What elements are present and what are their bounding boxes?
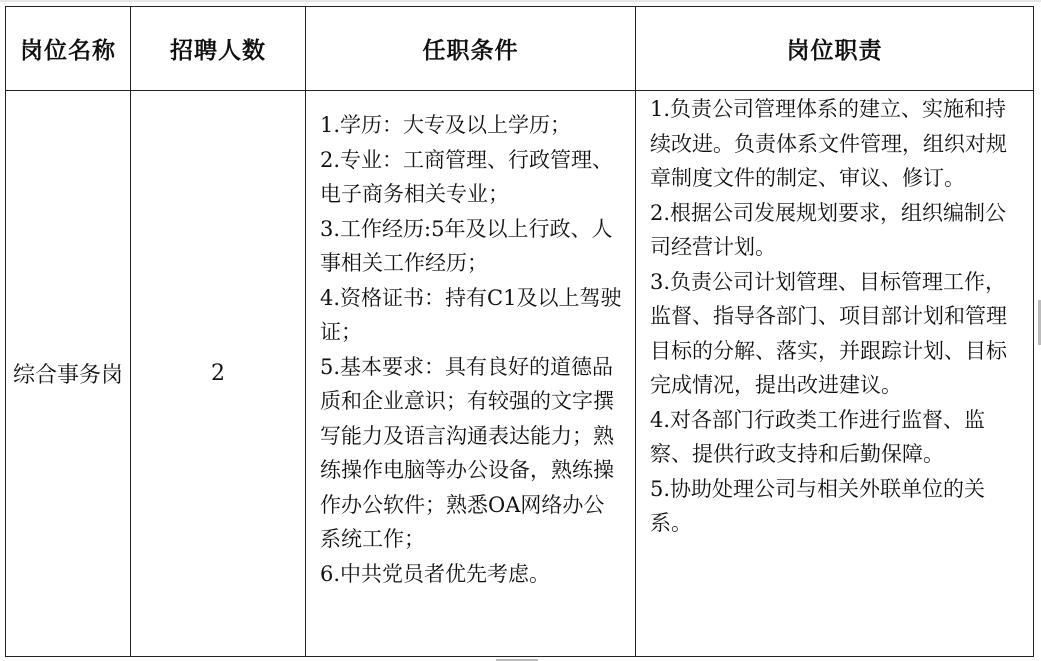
top-edge-line (0, 0, 1041, 2)
requirement-item: 1.学历：大专及以上学历； (320, 113, 572, 137)
headcount: 2 (131, 91, 306, 657)
table-header-row (6, 7, 1034, 91)
requirement-item: 2.专业：工商管理、行政管理、电子商务相关专业； (320, 147, 614, 206)
requirements-cell (306, 91, 636, 657)
requirement-item: 3.工作经历:5年及以上行政、人事相关工作经历； (320, 216, 613, 275)
requirement-item: 6.中共党员者优先考虑。 (320, 561, 551, 586)
header-position-name: 岗位名称 (6, 7, 131, 91)
header-requirements: 任职条件 (306, 7, 636, 91)
duty-item: 3.负责公司计划管理、目标管理工作，监督、指导各部门、项目部计划和管理目标的分解、落实，并跟踪计划、目标完成情况，提出改进建议。 (650, 269, 1007, 397)
duty-item: 5.协助处理公司与相关外联单位的关系。 (650, 476, 986, 535)
duty-item: 4.对各部门行政类工作进行监督、监察、提供行政支持和后勤保障。 (650, 407, 986, 466)
requirement-item: 5.基本要求：具有良好的道德品质和企业意识；有较强的文字撰写能力及语言沟通表达能力；熟练操作电脑等办公设备，熟练操作办公软件；熟悉OA网络办公系统工作； (320, 354, 614, 551)
duty-item: 2.根据公司发展规划要求，组织编制公司经营计划。 (650, 200, 1007, 259)
position-name: 综合事务岗 (6, 91, 131, 657)
table-row (6, 91, 1034, 657)
duty-item: 1.负责公司管理体系的建立、实施和持续改进。负责体系文件管理，组织对规章制度文件的制定、审议、修订。 (650, 97, 1007, 190)
header-headcount: 招聘人数 (131, 7, 306, 91)
requirement-item: 4.资格证书：持有C1及以上驾驶证； (320, 285, 622, 344)
duties-list (636, 91, 1033, 541)
duties-cell (636, 91, 1034, 657)
requirements-list (306, 91, 635, 591)
job-table (5, 6, 1034, 657)
header-duties: 岗位职责 (636, 7, 1034, 91)
